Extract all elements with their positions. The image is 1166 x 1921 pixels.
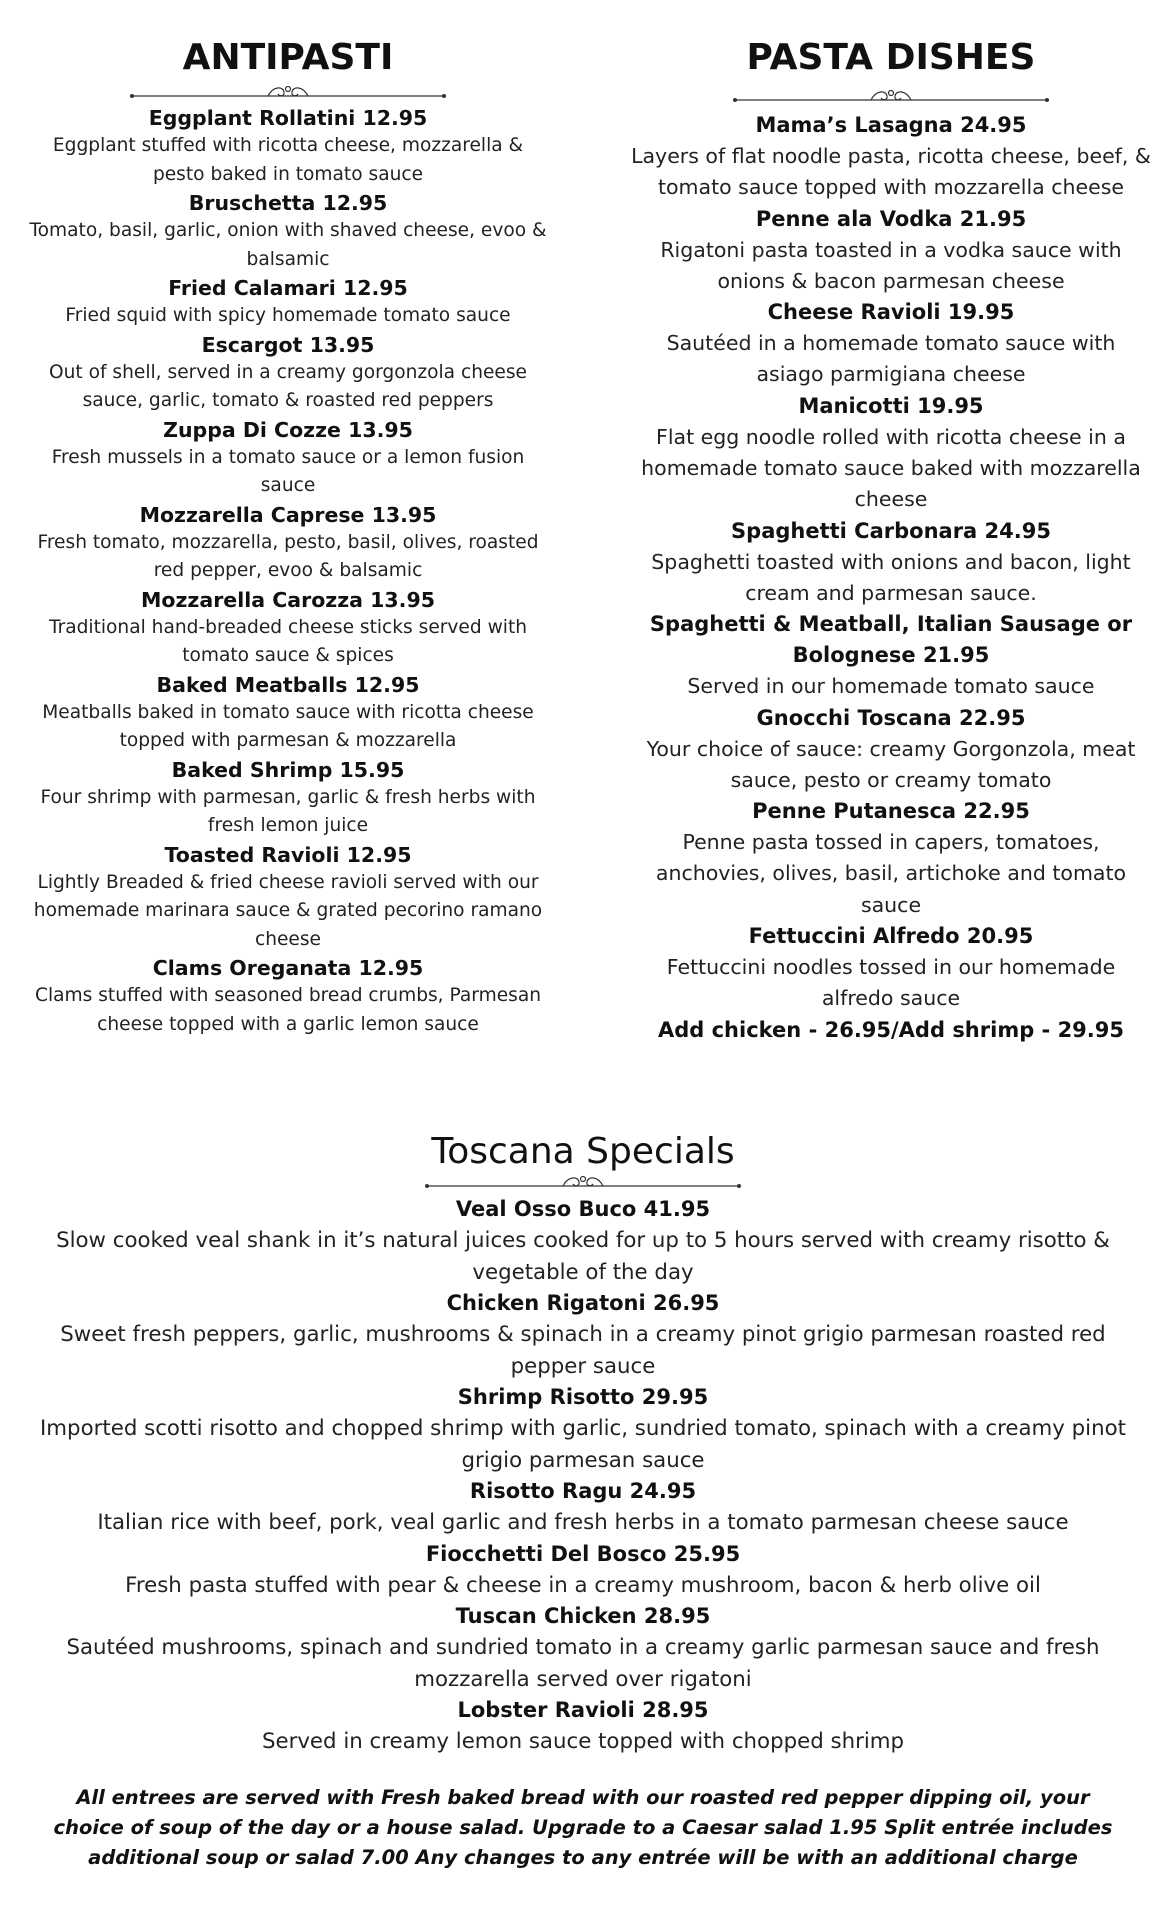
menu-item-name: Shrimp Risotto 29.95 xyxy=(457,1385,709,1409)
menu-item-description: Served in our homemade tomato sauce xyxy=(687,674,1095,699)
menu-item xyxy=(28,104,548,189)
menu-item-description: Penne pasta tossed in capers, tomatoes, anchovies, olives, basil, artichoke and tomato sauce xyxy=(655,830,1127,917)
ornamental-divider-icon xyxy=(128,84,448,102)
menu-item xyxy=(630,204,1152,298)
menu-item xyxy=(30,1382,1136,1476)
menu-item-name: Gnocchi Toscana 22.95 xyxy=(756,705,1026,730)
menu-item xyxy=(28,189,548,274)
menu-item-description: Fresh mussels in a tomato sauce or a lemon fusion sauce xyxy=(51,446,525,496)
menu-item xyxy=(28,331,548,416)
menu-item xyxy=(630,516,1152,610)
menu-item xyxy=(28,756,548,841)
menu-item-description: Fettuccini noodles tossed in our homemade alfredo sauce xyxy=(666,955,1116,1011)
menu-item xyxy=(30,1601,1136,1695)
pasta-section xyxy=(630,36,1152,1046)
menu-item-name: Fettuccini Alfredo 20.95 xyxy=(748,924,1034,949)
menu-item-name: Risotto Ragu 24.95 xyxy=(469,1479,697,1503)
menu-item xyxy=(630,703,1152,797)
specials-title: Toscana Specials xyxy=(431,1131,735,1172)
menu-item xyxy=(630,110,1152,204)
menu-item xyxy=(30,1695,1136,1758)
menu-item xyxy=(28,274,548,331)
menu-item-name: Chicken Rigatoni 26.95 xyxy=(446,1291,720,1315)
menu-item-name: Mama’s Lasagna 24.95 xyxy=(755,113,1027,137)
menu-item-name: Manicotti 19.95 xyxy=(798,393,984,418)
menu-item xyxy=(28,671,548,756)
menu-item-description: Fresh pasta stuffed with pear & cheese in a creamy mushroom, bacon & herb olive oil xyxy=(125,1572,1041,1598)
ornamental-divider-icon xyxy=(423,1174,743,1192)
menu-item-description: Your choice of sauce: creamy Gorgonzola, meat sauce, pesto or creamy tomato xyxy=(646,736,1136,792)
menu-item-description: Italian rice with beef, pork, veal garlic and fresh herbs in a tomato parmesan cheese sauce xyxy=(97,1510,1069,1535)
menu-item xyxy=(630,796,1152,921)
menu-item-description: Spaghetti toasted with onions and bacon, light cream and parmesan sauce. xyxy=(651,549,1131,605)
menu-item xyxy=(630,609,1152,702)
menu-item xyxy=(28,586,548,671)
ornamental-divider-icon xyxy=(731,86,1051,108)
menu-item xyxy=(28,841,548,955)
menu-item-name: Penne Putanesca 22.95 xyxy=(752,799,1030,824)
menu-item-description: Imported scotti risotto and chopped shrimp with garlic, sundried tomato, spinach with a creamy pinot grigio parmesan sauce xyxy=(40,1416,1126,1473)
menu-item-description: Traditional hand-breaded cheese sticks served with tomato sauce & spices xyxy=(48,616,528,666)
pasta-addon: Add chicken - 26.95/Add shrimp - 29.95 xyxy=(657,1017,1124,1042)
menu-item-description: Meatballs baked in tomato sauce with ricotta cheese topped with parmesan & mozzarella xyxy=(42,701,534,751)
menu-item-name: Toasted Ravioli 12.95 xyxy=(164,842,412,867)
menu-item xyxy=(30,1476,1136,1539)
menu-item-name: Baked Shrimp 15.95 xyxy=(171,757,405,782)
menu-item-description: Clams stuffed with seasoned bread crumbs, Parmesan cheese topped with a garlic lemon sauce xyxy=(34,985,542,1035)
menu-item xyxy=(630,297,1152,391)
menu-item xyxy=(28,954,548,1039)
menu-item-description: Rigatoni pasta toasted in a vodka sauce with onions & bacon parmesan cheese xyxy=(660,237,1122,293)
menu-item xyxy=(28,416,548,501)
menu-item-name: Fried Calamari 12.95 xyxy=(168,276,408,300)
menu-item-description: Fresh tomato, mozzarella, pesto, basil, olives, roasted red pepper, evoo & balsamic xyxy=(37,531,539,581)
menu-item-name: Eggplant Rollatini 12.95 xyxy=(148,106,428,130)
menu-item-description: Four shrimp with parmesan, garlic & fresh herbs with fresh lemon juice xyxy=(40,786,536,836)
menu-item xyxy=(630,391,1152,516)
menu-item xyxy=(30,1194,1136,1288)
menu-item-name: Clams Oreganata 12.95 xyxy=(152,956,424,980)
menu-item xyxy=(28,501,548,586)
pasta-title: PASTA DISHES xyxy=(746,37,1036,78)
menu-item-name: Mozzarella Carozza 13.95 xyxy=(141,587,435,612)
menu-item-description: Tomato, basil, garlic, onion with shaved cheese, evoo & balsamic xyxy=(29,220,547,270)
menu-item-description: Out of shell, served in a creamy gorgonzola cheese sauce, garlic, tomato & roasted red peppers xyxy=(48,361,527,411)
menu-item-name: Spaghetti & Meatball, Italian Sausage or Bolognese 21.95 xyxy=(649,612,1133,668)
menu-item-description: Fried squid with spicy homemade tomato sauce xyxy=(65,305,511,326)
menu-item xyxy=(30,1539,1136,1602)
menu-item-name: Escargot 13.95 xyxy=(201,332,375,357)
specials-section xyxy=(30,1130,1136,1758)
menu-item xyxy=(30,1288,1136,1382)
menu-item xyxy=(630,921,1152,1015)
menu-item-description: Sweet fresh peppers, garlic, mushrooms & spinach in a creamy pinot grigio parmesan roasted red pepper sauce xyxy=(60,1322,1106,1379)
menu-item-name: Fiocchetti Del Bosco 25.95 xyxy=(425,1541,741,1566)
menu-item-description: Lightly Breaded & fried cheese ravioli served with our homemade marinara sauce & grated pecorino ramano cheese xyxy=(33,871,543,950)
menu-item-name: Penne ala Vodka 21.95 xyxy=(755,206,1027,231)
menu-item-name: Zuppa Di Cozze 13.95 xyxy=(163,417,413,442)
menu-item-name: Cheese Ravioli 19.95 xyxy=(767,300,1015,325)
antipasti-section xyxy=(28,36,548,1039)
menu-item-description: Eggplant stuffed with ricotta cheese, mozzarella & pesto baked in tomato sauce xyxy=(52,135,524,185)
menu-item-description: Slow cooked veal shank in it’s natural juices cooked for up to 5 hours served with creamy risotto & vegetable of the day xyxy=(56,1228,1110,1285)
menu-item-description: Layers of flat noodle pasta, ricotta cheese, beef, & tomato sauce topped with mozzarella cheese xyxy=(631,144,1151,200)
footer-note: All entrees are served with Fresh baked bread with our roasted red pepper dipping oil, your choice of soup of the day or a house salad. Upgrade to a Caesar salad 1.95 Split entrée includes additional soup or salad 7.00 Any changes to any entrée will be with an additional charge xyxy=(53,1786,1113,1869)
menu-item-name: Mozzarella Caprese 13.95 xyxy=(139,502,437,527)
menu-item-name: Spaghetti Carbonara 24.95 xyxy=(731,518,1051,543)
menu-item-description: Sautéed mushrooms, spinach and sundried tomato in a creamy garlic parmesan sauce and fresh mozzarella served over rigatoni xyxy=(66,1635,1100,1692)
menu-item-description: Flat egg noodle rolled with ricotta cheese in a homemade tomato sauce baked with mozzarella cheese xyxy=(641,424,1141,512)
antipasti-title: ANTIPASTI xyxy=(182,37,394,78)
menu-item-name: Lobster Ravioli 28.95 xyxy=(457,1698,709,1722)
menu-item-name: Baked Meatballs 12.95 xyxy=(156,672,420,697)
menu-item-description: Sautéed in a homemade tomato sauce with asiago parmigiana cheese xyxy=(666,331,1116,387)
menu-item-name: Veal Osso Buco 41.95 xyxy=(455,1197,711,1221)
menu-item-description: Served in creamy lemon sauce topped with chopped shrimp xyxy=(261,1729,905,1754)
menu-item-name: Bruschetta 12.95 xyxy=(188,191,388,215)
menu-item-name: Tuscan Chicken 28.95 xyxy=(455,1604,711,1628)
